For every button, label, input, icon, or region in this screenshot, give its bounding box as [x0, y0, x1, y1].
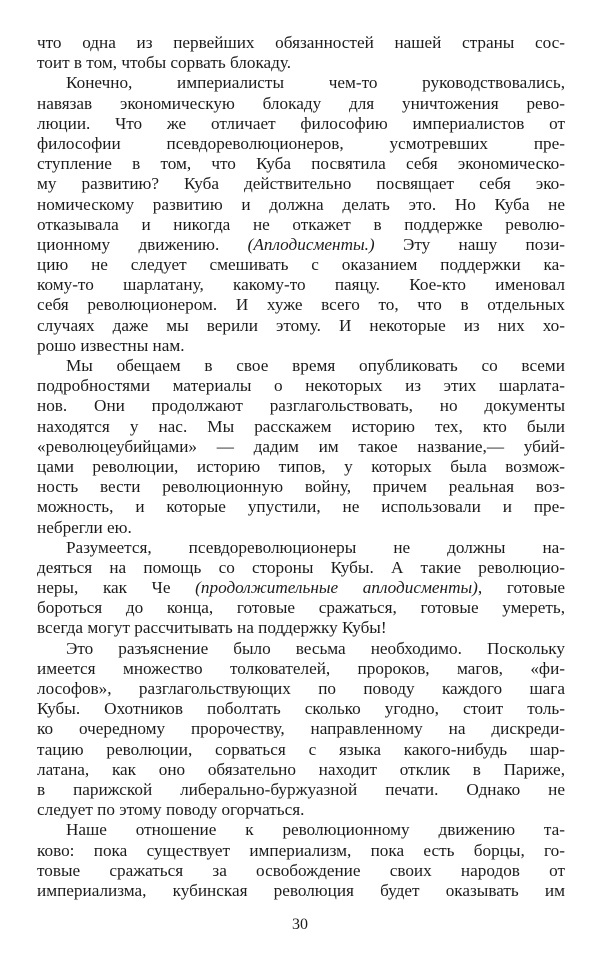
line-text: тоит в том, чтобы сорвать блокаду. [37, 53, 292, 73]
text-line [37, 336, 565, 356]
text-line [37, 679, 565, 699]
line-text: кому-то шарлатану, какому-то паяцу. Кое-кто именовал [37, 275, 565, 295]
text-line [37, 195, 565, 215]
text-line [37, 558, 565, 578]
text-line [37, 174, 565, 194]
text-line [37, 780, 565, 800]
line-text: всегда могут рассчитывать на поддержку Кубы! [37, 618, 387, 638]
line-text: товые сражаться за освобождение своих народов от [37, 860, 565, 880]
line-text: Эту нашу пози- [374, 234, 565, 254]
line-text: ко очередному пророчеству, направленному на дискреди- [37, 719, 565, 739]
line-text: Наше отношение к революционному движению та- [66, 820, 565, 840]
text-line [37, 33, 565, 53]
line-text: нов. Они продолжают разглагольствовать, но документы [37, 396, 565, 416]
line-text: неры, как Че [37, 578, 196, 598]
text-line [37, 235, 565, 255]
text-line [37, 114, 565, 134]
text-line [37, 295, 565, 315]
text-line [37, 215, 565, 235]
line-text: в парижской либерально-буржуазной печати. Однако не [37, 779, 565, 799]
text-line [37, 477, 565, 497]
text-line [37, 437, 565, 457]
text-line [37, 699, 565, 719]
line-text: находятся у нас. Мы расскажем историю тех, кто были [37, 416, 565, 436]
text-line [37, 94, 565, 114]
line-text: следует по этому поводу огорчаться. [37, 800, 305, 820]
line-text: ционному движению. [37, 234, 248, 254]
line-text: себя революционером. И хуже всего то, что в отдельных [37, 295, 565, 315]
line-text: можность, и которые упустили, не использовали и пре- [37, 497, 565, 517]
text-line [37, 417, 565, 437]
text-line [37, 820, 565, 840]
line-text: что одна из первейших обязанностей нашей страны сос- [37, 33, 565, 52]
line-text: небрегли ею. [37, 517, 132, 537]
text-line [37, 356, 565, 376]
text-line [37, 53, 565, 73]
line-text: ково: пока существует империализм, пока есть борцы, го- [37, 840, 565, 860]
line-text: , готовые [477, 578, 566, 598]
line-text: Это разъяснение было весьма необходимо. Поскольку [66, 638, 565, 658]
line-text: номическому развитию и должна делать это. Но Куба не [37, 194, 565, 214]
line-text: отказывала и никогда не откажет в поддержке револю- [37, 214, 565, 234]
line-text: философии псевдореволюционеров, усмотревших пре- [37, 133, 565, 153]
line-text: латана, как оно обязательно находит отклик в Париже, [37, 759, 565, 779]
line-text: бороться до конца, готовые сражаться, готовые умереть, [37, 598, 565, 618]
text-line [37, 154, 565, 174]
italic-remark: (Аплодисменты.) [247, 234, 375, 254]
text-line [37, 719, 565, 739]
line-text: лософов», разглагольствующих по поводу каждого шага [37, 679, 565, 698]
text-line [37, 598, 565, 618]
line-text: Мы обещаем в свое время опубликовать со всеми [66, 356, 565, 375]
text-line [37, 760, 565, 780]
text-line [37, 740, 565, 760]
text-line [37, 497, 565, 517]
italic-remark: (продолжительные аплодисменты) [195, 578, 478, 598]
text-line [37, 316, 565, 336]
line-text: Разумеется, псевдореволюционеры не должны на- [66, 537, 565, 557]
page-number: 30 [292, 916, 308, 933]
line-text: му развитию? Куба действительно посвящает себя эко- [37, 174, 565, 194]
line-text: цию не следует смешивать с оказанием поддержки ка- [37, 255, 565, 275]
text-line [37, 841, 565, 861]
text-line [37, 538, 565, 558]
page-body-text [37, 33, 565, 901]
line-text: навязав экономическую блокаду для уничтожения рево- [37, 93, 565, 113]
line-text: Кубы. Охотников поболтать сколько угодно, стоит толь- [37, 699, 565, 719]
text-line [37, 659, 565, 679]
text-line [37, 134, 565, 154]
paragraph [37, 356, 565, 538]
text-line [37, 578, 565, 598]
text-line [37, 396, 565, 416]
text-line [37, 255, 565, 275]
text-line [37, 800, 565, 820]
line-text: ность вести революционную войну, причем реальная воз- [37, 477, 565, 497]
line-text: подробностями материалы о некоторых из этих шарлата- [37, 376, 565, 396]
line-text: имеется множество толкователей, пророков, магов, «фи- [37, 658, 565, 678]
line-text: Конечно, империалисты чем-то руководствовались, [66, 73, 565, 93]
text-line [37, 376, 565, 396]
paragraph [37, 73, 565, 356]
line-text: «революцеубийцами» — дадим им такое название,— убий- [37, 436, 565, 456]
paragraph [37, 33, 565, 73]
line-text: люции. Что же отличает философию империалистов от [37, 113, 565, 133]
text-line [37, 861, 565, 881]
line-text: ступление в том, что Куба посвятила себя экономическо- [37, 154, 565, 174]
text-line [37, 881, 565, 901]
text-line [37, 73, 565, 93]
text-line [37, 618, 565, 638]
text-line [37, 275, 565, 295]
text-line [37, 639, 565, 659]
line-text: тацию революции, сорваться с языка какого-нибудь шар- [37, 739, 565, 759]
paragraph [37, 538, 565, 639]
line-text: случаях даже мы верили этому. И некоторые из них хо- [37, 315, 565, 335]
text-line [37, 518, 565, 538]
line-text: рошо известны нам. [37, 335, 185, 355]
paragraph [37, 639, 565, 821]
paragraph [37, 820, 565, 901]
line-text: империализма, кубинская революция будет оказывать им [37, 880, 565, 900]
line-text: деяться на помощь со стороны Кубы. А такие революцио- [37, 557, 565, 577]
text-line [37, 457, 565, 477]
line-text: цами революции, историю типов, у которых была возмож- [37, 456, 565, 476]
